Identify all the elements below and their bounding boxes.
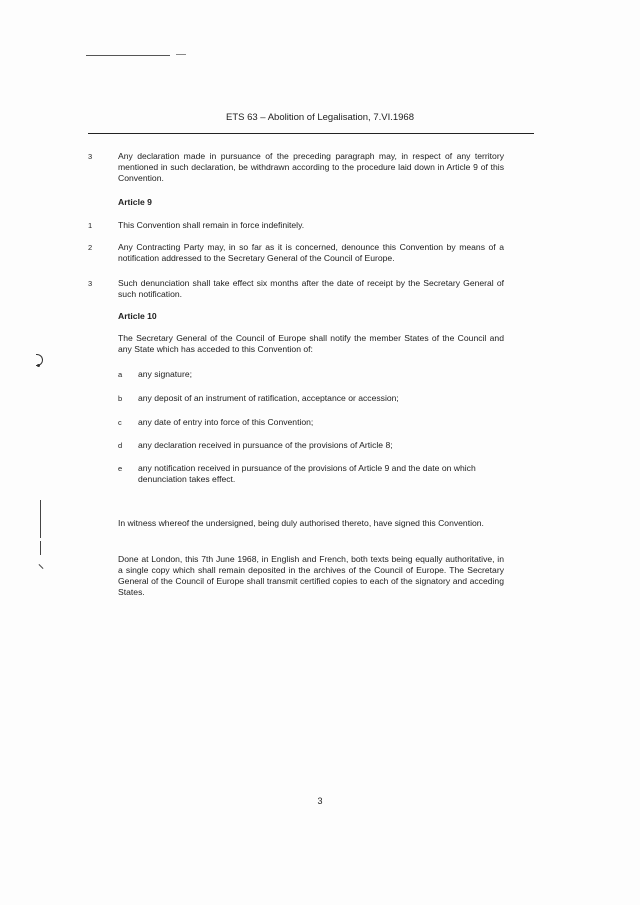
article9-heading: Article 9 — [118, 197, 152, 207]
list-letter: d — [118, 441, 123, 450]
margin-scan-line — [40, 500, 41, 538]
article8-paragraph-3 — [88, 151, 504, 184]
margin-scan-tick — [39, 564, 44, 569]
scan-artifact-line — [86, 55, 170, 56]
article10-intro: The Secretary General of the Council of Europe shall notify the member States of the Council and any State which has acceded to this Convention of: — [118, 333, 504, 354]
list-item-a — [118, 369, 504, 380]
list-text: any date of entry into force of this Convention; — [138, 417, 314, 427]
done-paragraph: Done at London, this 7th June 1968, in English and French, both texts being equally authoritative, in a single copy which shall remain deposited in the archives of the Council of Europe. The Secretary General of the Council of Europe shall transmit certified copies to each of the signatory and acceding States. — [118, 554, 504, 597]
list-letter: a — [118, 370, 123, 379]
witness-paragraph: In witness whereof the undersigned, being duly authorised thereto, have signed this Convention. — [118, 518, 484, 528]
list-item-b — [118, 393, 504, 404]
paragraph-text: This Convention shall remain in force indefinitely. — [118, 220, 305, 230]
paragraph-text: Any declaration made in pursuance of the preceding paragraph may, in respect of any territory mentioned in such declaration, be withdrawn according to the procedure laid down in Article 9 of this Convention. — [118, 151, 504, 183]
list-item-e — [118, 463, 504, 485]
header-rule — [88, 133, 534, 134]
list-text: any deposit of an instrument of ratification, acceptance or accession; — [138, 393, 399, 403]
scan-artifact-line — [176, 54, 186, 55]
margin-scan-dot — [37, 364, 40, 367]
list-text: any declaration received in pursuance of the provisions of Article 8; — [138, 440, 393, 450]
page-number: 3 — [317, 796, 323, 806]
page-header-title: ETS 63 – Abolition of Legalisation, 7.VI.1968 — [225, 112, 415, 123]
article9-paragraph-2 — [88, 242, 504, 264]
list-text: any signature; — [138, 369, 192, 379]
paragraph-number: 2 — [88, 243, 93, 252]
margin-scan-line — [40, 541, 41, 555]
paragraph-text: Such denunciation shall take effect six months after the date of receipt by the Secretary General of such notification. — [118, 278, 504, 299]
paragraph-number: 1 — [88, 221, 93, 230]
article9-paragraph-1 — [88, 220, 504, 231]
paragraph-number: 3 — [88, 279, 93, 288]
list-letter: c — [118, 418, 122, 427]
list-item-c — [118, 417, 504, 428]
list-letter: e — [118, 464, 123, 473]
list-item-d — [118, 440, 504, 451]
list-text: any notification received in pursuance of the provisions of Article 9 and the date on which denunciation takes effect. — [138, 463, 476, 484]
paragraph-text: Any Contracting Party may, in so far as it is concerned, denounce this Convention by means of a notification addressed to the Secretary General of the Council of Europe. — [118, 242, 504, 263]
paragraph-number: 3 — [88, 152, 93, 161]
article9-paragraph-3 — [88, 278, 504, 300]
list-letter: b — [118, 394, 123, 403]
article10-heading: Article 10 — [118, 311, 157, 321]
